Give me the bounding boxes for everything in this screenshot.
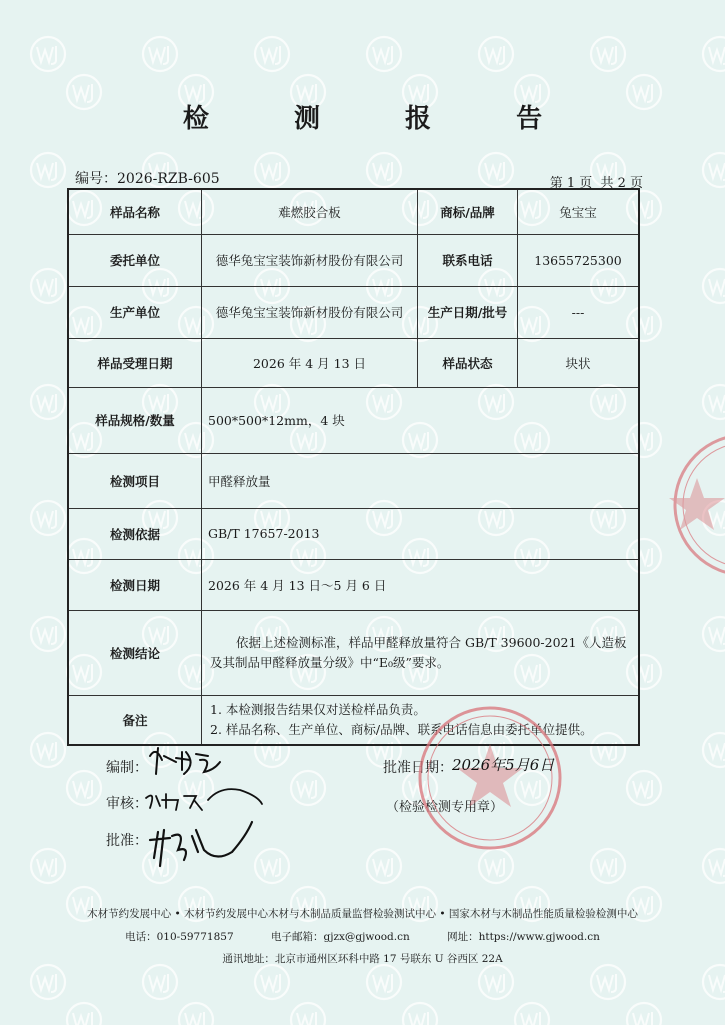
notes-value: [202, 695, 640, 745]
test-date-label: 检测日期: [68, 559, 202, 610]
production-date-value: ---: [518, 286, 640, 338]
total-pages: 共 2 页: [600, 176, 643, 191]
footer-website[interactable]: 网址：https://www.gjwood.cn: [447, 931, 600, 943]
footer-contact: [0, 929, 725, 944]
note-item: 2. 样品名称、生产单位、商标/品牌、联系电话信息由委托单位提供。: [210, 721, 593, 737]
manufacturer-value: 德华兔宝宝装饰新材股份有限公司: [202, 286, 418, 338]
table-row: [68, 453, 639, 508]
production-date-label: 生产日期/批号: [418, 286, 518, 338]
conclusion-value: 依据上述检测标准，样品甲醛释放量符合 GB/T 39600-2021《人造板及其制品甲醛释放量分级》中“E₀级”要求。: [202, 610, 640, 695]
current-page: 第 1 页: [549, 176, 593, 191]
manufacturer-label: 生产单位: [68, 286, 202, 338]
receipt-date-label: 样品受理日期: [68, 338, 202, 387]
brand-label: 商标/品牌: [418, 189, 518, 234]
table-row: [68, 508, 639, 559]
approved-by-label: 批准：: [106, 833, 148, 849]
note-item: 1. 本检测报告结果仅对送检样品负责。: [210, 701, 426, 717]
compiled-by-label: 编制：: [106, 760, 148, 776]
report-table: [67, 188, 640, 746]
report-number: 编号：2026-RZB-605: [75, 171, 220, 187]
table-row: [68, 234, 639, 286]
test-basis-label: 检测依据: [68, 508, 202, 559]
approval-date-label: 批准日期：: [383, 760, 453, 776]
footer-phone: 电话：010-59771857: [125, 931, 234, 943]
footer-address: 通讯地址：北京市通州区环科中路 17 号联东 U 谷西区 22A: [222, 953, 503, 965]
client-label: 委托单位: [68, 234, 202, 286]
spec-label: 样品规格/数量: [68, 387, 202, 453]
brand-value: 兔宝宝: [518, 189, 640, 234]
client-value: 德华兔宝宝装饰新材股份有限公司: [202, 234, 418, 286]
phone-label: 联系电话: [418, 234, 518, 286]
table-row: [68, 610, 639, 695]
phone-value: 13655725300: [518, 234, 640, 286]
receipt-date-value: 2026 年 4 月 13 日: [202, 338, 418, 387]
notes-label: 备注: [68, 695, 202, 745]
report-title: 检 测 报 告: [182, 104, 581, 134]
reviewed-by-label: 审核：: [106, 796, 148, 812]
footer-organizations: 木材节约发展中心 • 木材节约发展中心木材与木制品质量监督检验测试中心 • 国家木材与木制品性能质量检验检测中心: [87, 908, 638, 920]
sample-state-value: 块状: [518, 338, 640, 387]
test-basis-value: GB/T 17657-2013: [202, 508, 640, 559]
seal-caption: （检验检测专用章）: [386, 800, 504, 815]
table-row: [68, 189, 639, 234]
spec-value: 500*500*12mm，4 块: [202, 387, 640, 453]
test-date-value: 2026 年 4 月 13 日～5 月 6 日: [202, 559, 640, 610]
test-item-value: 甲醛释放量: [202, 453, 640, 508]
sample-name-label: 样品名称: [68, 189, 202, 234]
table-row: [68, 559, 639, 610]
table-row: [68, 338, 639, 387]
sample-name-value: 难燃胶合板: [202, 189, 418, 234]
table-row: [68, 695, 639, 745]
footer-email[interactable]: 电子邮箱：gjzx@gjwood.cn: [271, 931, 410, 943]
table-row: [68, 387, 639, 453]
table-row: [68, 286, 639, 338]
approval-date-handwritten: 2026年5月6日: [452, 756, 555, 774]
sample-state-label: 样品状态: [418, 338, 518, 387]
test-item-label: 检测项目: [68, 453, 202, 508]
conclusion-label: 检测结论: [68, 610, 202, 695]
